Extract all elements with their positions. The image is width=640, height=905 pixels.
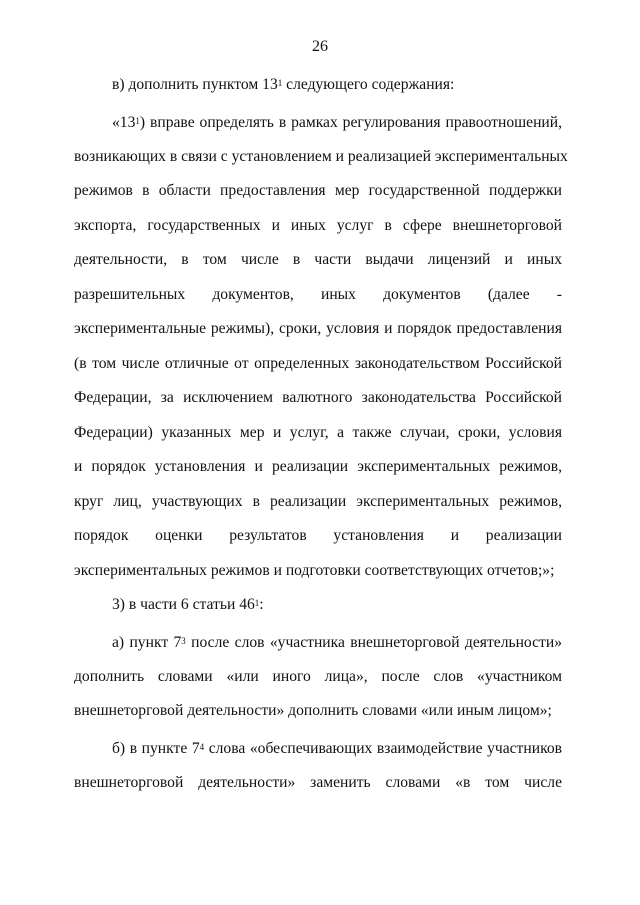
text-span: :: [259, 596, 264, 613]
text-line: Федерации, за исключением валютного законодательства Российской: [74, 389, 562, 406]
text-line: экспериментальные режимы), сроки, условия и порядок предоставления: [74, 320, 562, 337]
text-line: [112, 595, 562, 615]
text-line: (в том числе отличные от определенных законодательством Российской: [74, 355, 562, 372]
text-span: в) дополнить пунктом 13: [112, 76, 278, 93]
text-span: 3) в части 6 статьи 46: [112, 596, 255, 613]
superscript: 3: [181, 636, 186, 646]
text-line: порядок оценки результатов установления и реализации: [74, 527, 562, 544]
text-line: [112, 633, 562, 653]
text-line: экспорта, государственных и иных услуг в сфере внешнеторговой: [74, 217, 562, 234]
text-span: а) пункт 7: [112, 634, 182, 651]
superscript: 1: [135, 116, 140, 126]
text-span: «13: [112, 114, 136, 131]
text-span: слова «обеспечивающих взаимодействие участников: [204, 740, 563, 757]
text-line: [112, 739, 562, 759]
text-line: деятельности, в том числе в части выдачи лицензий и иных: [74, 251, 562, 268]
text-span: после слов «участника внешнеторговой деятельности»: [185, 634, 562, 651]
text-line: и порядок установления и реализации экспериментальных режимов,: [74, 458, 562, 475]
text-line: внешнеторговой деятельности» дополнить словами «или иным лицом»;: [74, 702, 552, 719]
text-line: [112, 113, 562, 133]
text-line: внешнеторговой деятельности» заменить словами «в том числе: [74, 774, 562, 791]
text-span: б) в пункте 7: [112, 740, 200, 757]
text-line: режимов в области предоставления мер государственной поддержки: [74, 182, 562, 199]
superscript: 4: [199, 742, 205, 752]
text-line: Федерации) указанных мер и услуг, а также случаи, сроки, условия: [74, 424, 562, 441]
text-span: ) вправе определять в рамках регулирования правоотношений,: [139, 114, 562, 131]
page-number: 26: [312, 38, 328, 55]
text-line: разрешительных документов, иных документов (далее -: [74, 286, 562, 303]
text-line: экспериментальных режимов и подготовки соответствующих отчетов;»;: [74, 562, 555, 579]
superscript: 1: [254, 598, 260, 608]
text-line: возникающих в связи с установлением и реализацией экспериментальных: [74, 148, 568, 165]
text-line: [112, 75, 562, 95]
superscript: 1: [277, 78, 283, 88]
text-span: следующего содержания:: [282, 76, 455, 93]
text-line: дополнить словами «или иного лица», после слов «участником: [74, 668, 562, 685]
text-line: круг лиц, участвующих в реализации экспериментальных режимов,: [74, 493, 562, 510]
